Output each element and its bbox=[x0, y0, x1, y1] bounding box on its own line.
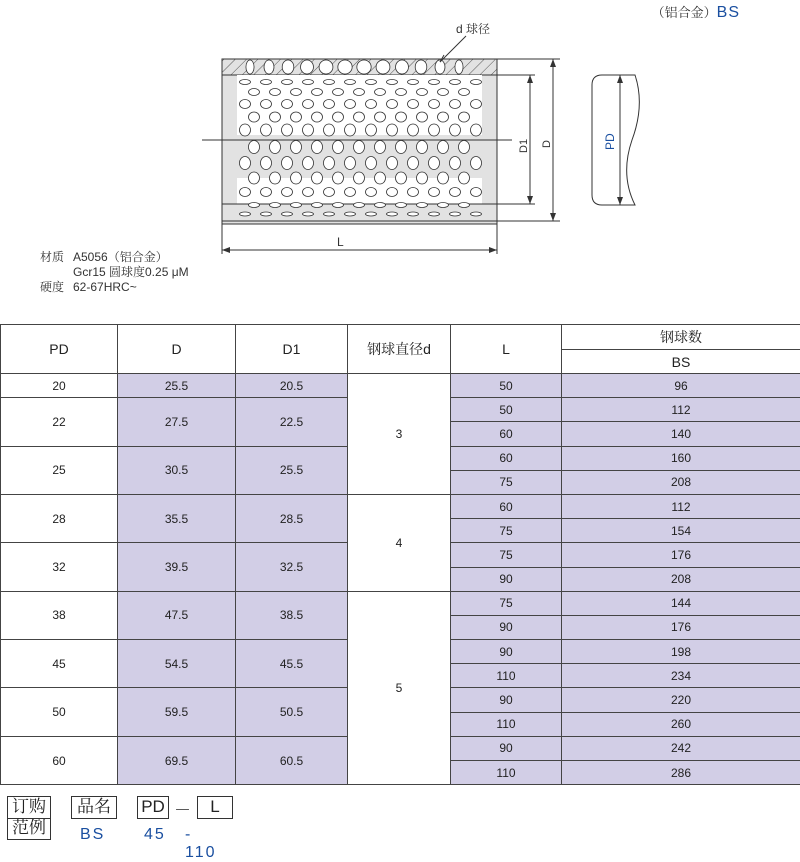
ball bbox=[282, 212, 293, 216]
cell-bs: 208 bbox=[562, 567, 800, 591]
ball bbox=[396, 172, 407, 184]
ball bbox=[417, 89, 428, 96]
ball bbox=[396, 203, 407, 208]
ball bbox=[459, 112, 470, 122]
ball bbox=[312, 172, 323, 184]
ball bbox=[459, 172, 470, 184]
ball bbox=[291, 203, 302, 208]
ball bbox=[291, 112, 302, 122]
ball bbox=[345, 100, 356, 109]
ball bbox=[303, 212, 314, 216]
ball bbox=[357, 60, 371, 74]
cell-d: 54.5 bbox=[118, 640, 236, 688]
ball bbox=[312, 141, 323, 154]
cell-pd: 50 bbox=[1, 688, 118, 736]
ball bbox=[366, 80, 377, 85]
ball bbox=[261, 188, 272, 197]
table-row bbox=[1, 494, 800, 518]
cell-ball-diameter: 3 bbox=[348, 374, 451, 495]
ball bbox=[471, 157, 482, 170]
ball bbox=[303, 124, 314, 136]
cell-bs: 176 bbox=[562, 615, 800, 639]
cell-l: 90 bbox=[451, 640, 562, 664]
order-box-pd: PD bbox=[137, 796, 169, 819]
cell-l: 60 bbox=[451, 422, 562, 446]
ball bbox=[438, 141, 449, 154]
cell-l: 90 bbox=[451, 688, 562, 712]
cell-d: 30.5 bbox=[118, 446, 236, 494]
cell-pd: 38 bbox=[1, 591, 118, 639]
ball bbox=[375, 89, 386, 96]
ball bbox=[270, 112, 281, 122]
order-box-l: L bbox=[197, 796, 233, 819]
ball bbox=[282, 100, 293, 109]
ball bbox=[354, 112, 365, 122]
ball bbox=[282, 188, 293, 197]
ball bbox=[338, 60, 352, 74]
ball bbox=[450, 124, 461, 136]
cell-d1: 25.5 bbox=[236, 446, 348, 494]
ball-material: Gcr15 圆球度0.25 μM bbox=[73, 265, 189, 279]
ball bbox=[408, 188, 419, 197]
ball bbox=[375, 172, 386, 184]
ball bbox=[396, 141, 407, 154]
ball bbox=[408, 80, 419, 85]
cell-d1: 38.5 bbox=[236, 591, 348, 639]
ball bbox=[345, 157, 356, 170]
ball bbox=[396, 112, 407, 122]
table-row bbox=[1, 591, 800, 615]
spec-table-body bbox=[1, 374, 800, 785]
ball bbox=[438, 112, 449, 122]
ball bbox=[387, 80, 398, 85]
ball bbox=[261, 80, 272, 85]
cell-l: 50 bbox=[451, 398, 562, 422]
cell-l: 75 bbox=[451, 519, 562, 543]
ball bbox=[417, 112, 428, 122]
cell-pd: 32 bbox=[1, 543, 118, 591]
ball bbox=[354, 203, 365, 208]
material-specs bbox=[40, 250, 189, 295]
cell-bs: 160 bbox=[562, 446, 800, 470]
cell-d1: 28.5 bbox=[236, 494, 348, 542]
ball bbox=[333, 172, 344, 184]
order-example-name: BS bbox=[80, 826, 105, 844]
dim-PD: PD bbox=[603, 133, 617, 150]
ball bbox=[354, 89, 365, 96]
ball bbox=[270, 141, 281, 154]
ball bbox=[345, 124, 356, 136]
ball bbox=[429, 188, 440, 197]
ball bbox=[387, 157, 398, 170]
cell-bs: 208 bbox=[562, 470, 800, 494]
cell-bs: 112 bbox=[562, 398, 800, 422]
ball bbox=[333, 141, 344, 154]
material-value: A5056（铝合金） bbox=[73, 250, 168, 264]
ball bbox=[366, 212, 377, 216]
cell-pd: 25 bbox=[1, 446, 118, 494]
ball bbox=[417, 141, 428, 154]
ball bbox=[240, 80, 251, 85]
ball bbox=[387, 124, 398, 136]
ball bbox=[249, 172, 260, 184]
ball bbox=[270, 172, 281, 184]
cell-bs: 112 bbox=[562, 494, 800, 518]
order-label-line2: 范例 bbox=[7, 818, 51, 840]
ball bbox=[408, 124, 419, 136]
cell-d1: 22.5 bbox=[236, 398, 348, 446]
cell-pd: 22 bbox=[1, 398, 118, 446]
ball bbox=[240, 188, 251, 197]
cell-d: 25.5 bbox=[118, 374, 236, 398]
ball bbox=[282, 60, 294, 74]
order-box-name: 品名 bbox=[71, 796, 117, 819]
ball bbox=[415, 60, 427, 74]
cell-bs: 260 bbox=[562, 712, 800, 736]
ball bbox=[249, 203, 260, 208]
header-ball-diameter: 钢球直径d bbox=[348, 325, 451, 374]
cell-bs: 154 bbox=[562, 519, 800, 543]
ball bbox=[249, 89, 260, 96]
header-d1: D1 bbox=[236, 325, 348, 374]
ball bbox=[303, 157, 314, 170]
ball bbox=[471, 124, 482, 136]
product-code: BS bbox=[717, 4, 740, 21]
order-example-pd: 45 bbox=[144, 826, 166, 844]
order-dash: － bbox=[174, 796, 191, 821]
ball bbox=[312, 89, 323, 96]
cell-l: 110 bbox=[451, 761, 562, 785]
ball bbox=[324, 157, 335, 170]
ball bbox=[354, 141, 365, 154]
cell-l: 110 bbox=[451, 712, 562, 736]
ball bbox=[450, 188, 461, 197]
ball bbox=[282, 124, 293, 136]
cell-l: 90 bbox=[451, 567, 562, 591]
ball bbox=[450, 100, 461, 109]
table-row bbox=[1, 374, 800, 398]
ball bbox=[450, 212, 461, 216]
order-label-line1: 订购 bbox=[7, 796, 51, 819]
ball bbox=[417, 172, 428, 184]
ball bbox=[303, 100, 314, 109]
header-l: L bbox=[451, 325, 562, 374]
ball bbox=[471, 100, 482, 109]
ball bbox=[270, 89, 281, 96]
ball bbox=[282, 157, 293, 170]
ball bbox=[408, 157, 419, 170]
ball bbox=[396, 60, 409, 74]
ball bbox=[429, 212, 440, 216]
ball bbox=[333, 89, 344, 96]
ball bbox=[270, 203, 281, 208]
ball bbox=[249, 112, 260, 122]
cell-d1: 32.5 bbox=[236, 543, 348, 591]
ball bbox=[366, 188, 377, 197]
upper-white-band bbox=[237, 75, 482, 135]
ball bbox=[312, 112, 323, 122]
ball bbox=[333, 203, 344, 208]
ball bbox=[240, 212, 251, 216]
ball bbox=[459, 203, 470, 208]
ball bbox=[249, 141, 260, 154]
ball bbox=[312, 203, 323, 208]
ball bbox=[324, 124, 335, 136]
ball-diameter-label: d 球径 bbox=[456, 21, 490, 36]
cell-pd: 28 bbox=[1, 494, 118, 542]
cell-l: 90 bbox=[451, 736, 562, 760]
ball bbox=[471, 80, 482, 85]
ball bbox=[301, 60, 314, 74]
cell-ball-diameter: 4 bbox=[348, 494, 451, 591]
cell-d: 69.5 bbox=[118, 736, 236, 784]
ball bbox=[303, 80, 314, 85]
ball bbox=[429, 100, 440, 109]
dim-L: L bbox=[337, 235, 344, 249]
dim-D: D bbox=[541, 140, 553, 148]
ball bbox=[387, 188, 398, 197]
ball bbox=[408, 100, 419, 109]
ball bbox=[282, 80, 293, 85]
ball bbox=[429, 124, 440, 136]
cell-bs: 176 bbox=[562, 543, 800, 567]
ball bbox=[261, 100, 272, 109]
cell-l: 75 bbox=[451, 591, 562, 615]
ball bbox=[471, 188, 482, 197]
hardness-value: 62-67HRC~ bbox=[73, 280, 137, 294]
cell-d: 47.5 bbox=[118, 591, 236, 639]
cell-l: 75 bbox=[451, 470, 562, 494]
cell-pd: 60 bbox=[1, 736, 118, 784]
ball bbox=[366, 157, 377, 170]
ball bbox=[455, 60, 463, 74]
ball bbox=[375, 141, 386, 154]
ball bbox=[435, 60, 445, 74]
cell-d1: 50.5 bbox=[236, 688, 348, 736]
ball bbox=[354, 172, 365, 184]
cell-bs: 220 bbox=[562, 688, 800, 712]
material-label: 材质 bbox=[40, 250, 73, 265]
ball bbox=[366, 100, 377, 109]
ball bbox=[303, 188, 314, 197]
hardness-label: 硬度 bbox=[40, 280, 73, 295]
cell-d1: 60.5 bbox=[236, 736, 348, 784]
cell-d1: 45.5 bbox=[236, 640, 348, 688]
ball bbox=[345, 80, 356, 85]
ball bbox=[261, 124, 272, 136]
cell-ball-diameter: 5 bbox=[348, 591, 451, 785]
dim-D1: D1 bbox=[518, 139, 530, 153]
cell-bs: 140 bbox=[562, 422, 800, 446]
cell-l: 60 bbox=[451, 494, 562, 518]
ball bbox=[324, 100, 335, 109]
cell-bs: 234 bbox=[562, 664, 800, 688]
ball bbox=[375, 112, 386, 122]
cell-bs: 96 bbox=[562, 374, 800, 398]
ball bbox=[408, 212, 419, 216]
cell-l: 75 bbox=[451, 543, 562, 567]
ball bbox=[376, 60, 390, 74]
spec-table bbox=[0, 324, 800, 785]
ball bbox=[387, 212, 398, 216]
ball bbox=[240, 157, 251, 170]
order-example-l: - 110 bbox=[185, 826, 217, 862]
cell-d: 39.5 bbox=[118, 543, 236, 591]
ball bbox=[324, 188, 335, 197]
ball bbox=[240, 124, 251, 136]
ball bbox=[417, 203, 428, 208]
cell-l: 110 bbox=[451, 664, 562, 688]
ball bbox=[324, 212, 335, 216]
ball bbox=[438, 172, 449, 184]
ball bbox=[240, 100, 251, 109]
cell-d1: 20.5 bbox=[236, 374, 348, 398]
ball bbox=[319, 60, 333, 74]
ball bbox=[471, 212, 482, 216]
cell-bs: 286 bbox=[562, 761, 800, 785]
cell-d: 27.5 bbox=[118, 398, 236, 446]
ball bbox=[261, 157, 272, 170]
ball bbox=[345, 188, 356, 197]
cell-bs: 198 bbox=[562, 640, 800, 664]
ball bbox=[438, 89, 449, 96]
cell-bs: 242 bbox=[562, 736, 800, 760]
ball bbox=[396, 89, 407, 96]
ball bbox=[375, 203, 386, 208]
cell-bs: 144 bbox=[562, 591, 800, 615]
ball bbox=[366, 124, 377, 136]
ball bbox=[429, 157, 440, 170]
material-tag-prefix: （铝合金） bbox=[652, 5, 717, 20]
header-pd: PD bbox=[1, 325, 118, 374]
ball bbox=[345, 212, 356, 216]
ball bbox=[291, 141, 302, 154]
cell-l: 50 bbox=[451, 374, 562, 398]
ball bbox=[450, 80, 461, 85]
ball bbox=[459, 141, 470, 154]
ball bbox=[291, 172, 302, 184]
ball bbox=[246, 60, 254, 74]
cell-d: 59.5 bbox=[118, 688, 236, 736]
ball bbox=[450, 157, 461, 170]
ball bbox=[291, 89, 302, 96]
ball bbox=[387, 100, 398, 109]
ball bbox=[459, 89, 470, 96]
cell-l: 60 bbox=[451, 446, 562, 470]
cell-d: 35.5 bbox=[118, 494, 236, 542]
header-d: D bbox=[118, 325, 236, 374]
ball bbox=[429, 80, 440, 85]
header-bs: BS bbox=[562, 350, 800, 374]
ball bbox=[261, 212, 272, 216]
header-ball-count: 钢球数 bbox=[562, 325, 800, 350]
ball bbox=[438, 203, 449, 208]
ball bbox=[333, 112, 344, 122]
ball bbox=[324, 80, 335, 85]
cell-l: 90 bbox=[451, 615, 562, 639]
cell-pd: 20 bbox=[1, 374, 118, 398]
cell-pd: 45 bbox=[1, 640, 118, 688]
ball bbox=[264, 60, 274, 74]
